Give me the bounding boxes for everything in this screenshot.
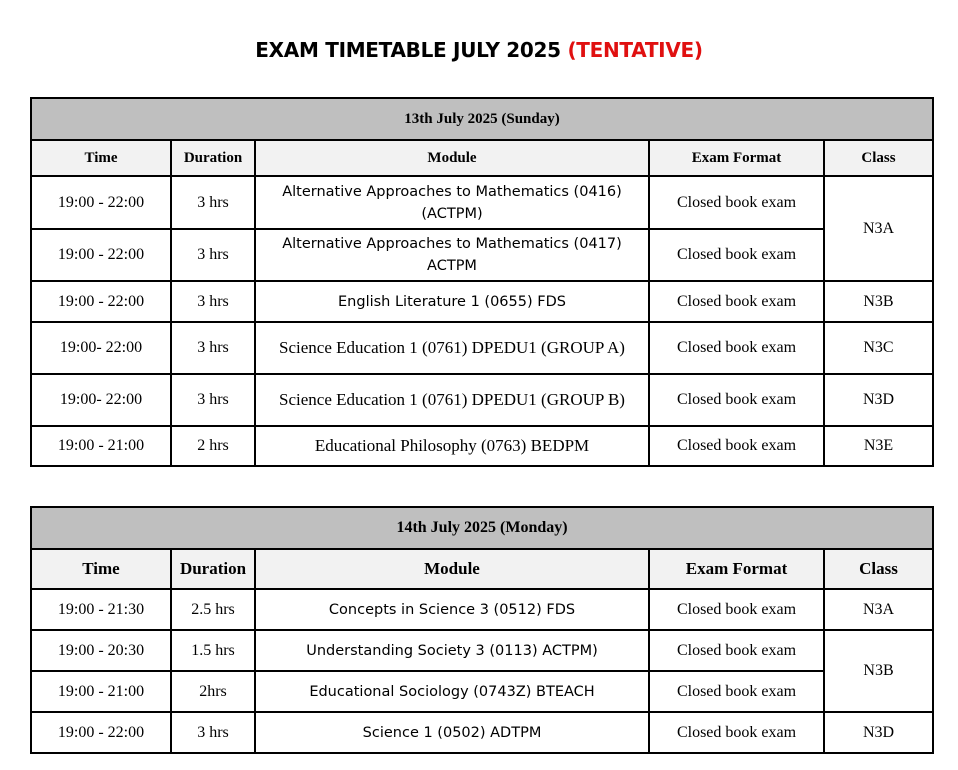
format-cell: Closed book exam [649, 630, 824, 671]
duration-cell: 2hrs [171, 671, 255, 712]
format-cell: Closed book exam [649, 374, 824, 426]
col-header-module: Module [255, 549, 649, 589]
duration-cell: 3 hrs [171, 322, 255, 374]
format-cell: Closed book exam [649, 176, 824, 229]
module-cell: Concepts in Science 3 (0512) FDS [255, 589, 649, 630]
timetable-day-2 [30, 506, 934, 754]
table-row [31, 630, 933, 671]
module-line-1: Alternative Approaches to Mathematics (0416) [282, 183, 622, 200]
duration-cell: 1.5 hrs [171, 630, 255, 671]
time-cell: 19:00 - 22:00 [31, 281, 171, 322]
time-cell: 19:00 - 22:00 [31, 176, 171, 229]
col-header-time: Time [31, 140, 171, 176]
module-line-2: ACTPM [427, 258, 477, 274]
format-cell: Closed book exam [649, 281, 824, 322]
module-line-1: Alternative Approaches to Mathematics (0417) [282, 236, 622, 252]
module-cell [255, 229, 649, 281]
table-row [31, 426, 933, 466]
table-row [31, 671, 933, 712]
column-header-row [31, 549, 933, 589]
col-header-time: Time [31, 549, 171, 589]
title-main: EXAM TIMETABLE JULY 2025 [255, 38, 568, 62]
duration-cell: 2 hrs [171, 426, 255, 466]
module-cell: Understanding Society 3 (0113) ACTPM) [255, 630, 649, 671]
col-header-class: Class [824, 140, 933, 176]
class-cell: N3A [824, 589, 933, 630]
module-cell: Educational Philosophy (0763) BEDPM [255, 426, 649, 466]
day-header-row [31, 98, 933, 140]
duration-cell: 2.5 hrs [171, 589, 255, 630]
table-row [31, 176, 933, 229]
time-cell: 19:00 - 21:00 [31, 671, 171, 712]
duration-cell: 3 hrs [171, 229, 255, 281]
time-cell: 19:00- 22:00 [31, 374, 171, 426]
col-header-format: Exam Format [649, 549, 824, 589]
table-row [31, 281, 933, 322]
day-label: 13th July 2025 (Sunday) [31, 98, 933, 140]
module-cell: Science Education 1 (0761) DPEDU1 (GROUP B) [255, 374, 649, 426]
duration-cell: 3 hrs [171, 712, 255, 753]
module-cell: English Literature 1 (0655) FDS [255, 281, 649, 322]
format-cell: Closed book exam [649, 322, 824, 374]
module-cell: Educational Sociology (0743Z) BTEACH [255, 671, 649, 712]
module-cell: Science 1 (0502) ADTPM [255, 712, 649, 753]
col-header-duration: Duration [171, 549, 255, 589]
duration-cell: 3 hrs [171, 281, 255, 322]
col-header-class: Class [824, 549, 933, 589]
time-cell: 19:00 - 22:00 [31, 229, 171, 281]
table-row [31, 589, 933, 630]
duration-cell: 3 hrs [171, 176, 255, 229]
table-row [31, 229, 933, 281]
column-header-row [31, 140, 933, 176]
duration-cell: 3 hrs [171, 374, 255, 426]
module-cell: Science Education 1 (0761) DPEDU1 (GROUP A) [255, 322, 649, 374]
page-title [0, 38, 958, 62]
time-cell: 19:00 - 20:30 [31, 630, 171, 671]
col-header-format: Exam Format [649, 140, 824, 176]
format-cell: Closed book exam [649, 712, 824, 753]
table-row [31, 374, 933, 426]
day-header-row [31, 507, 933, 549]
format-cell: Closed book exam [649, 426, 824, 466]
module-cell [255, 176, 649, 229]
class-cell: N3D [824, 712, 933, 753]
title-tentative-tag: (TENTATIVE) [567, 38, 703, 62]
time-cell: 19:00 - 21:00 [31, 426, 171, 466]
table-row [31, 712, 933, 753]
col-header-module: Module [255, 140, 649, 176]
time-cell: 19:00 - 22:00 [31, 712, 171, 753]
class-cell: N3C [824, 322, 933, 374]
module-line-2: (ACTPM) [421, 205, 483, 222]
col-header-duration: Duration [171, 140, 255, 176]
format-cell: Closed book exam [649, 229, 824, 281]
class-cell: N3B [824, 630, 933, 712]
format-cell: Closed book exam [649, 671, 824, 712]
timetable-day-1 [30, 97, 934, 467]
format-cell: Closed book exam [649, 589, 824, 630]
class-cell: N3B [824, 281, 933, 322]
time-cell: 19:00- 22:00 [31, 322, 171, 374]
class-cell: N3E [824, 426, 933, 466]
time-cell: 19:00 - 21:30 [31, 589, 171, 630]
day-label: 14th July 2025 (Monday) [31, 507, 933, 549]
class-cell: N3A [824, 176, 933, 281]
class-cell: N3D [824, 374, 933, 426]
table-row [31, 322, 933, 374]
